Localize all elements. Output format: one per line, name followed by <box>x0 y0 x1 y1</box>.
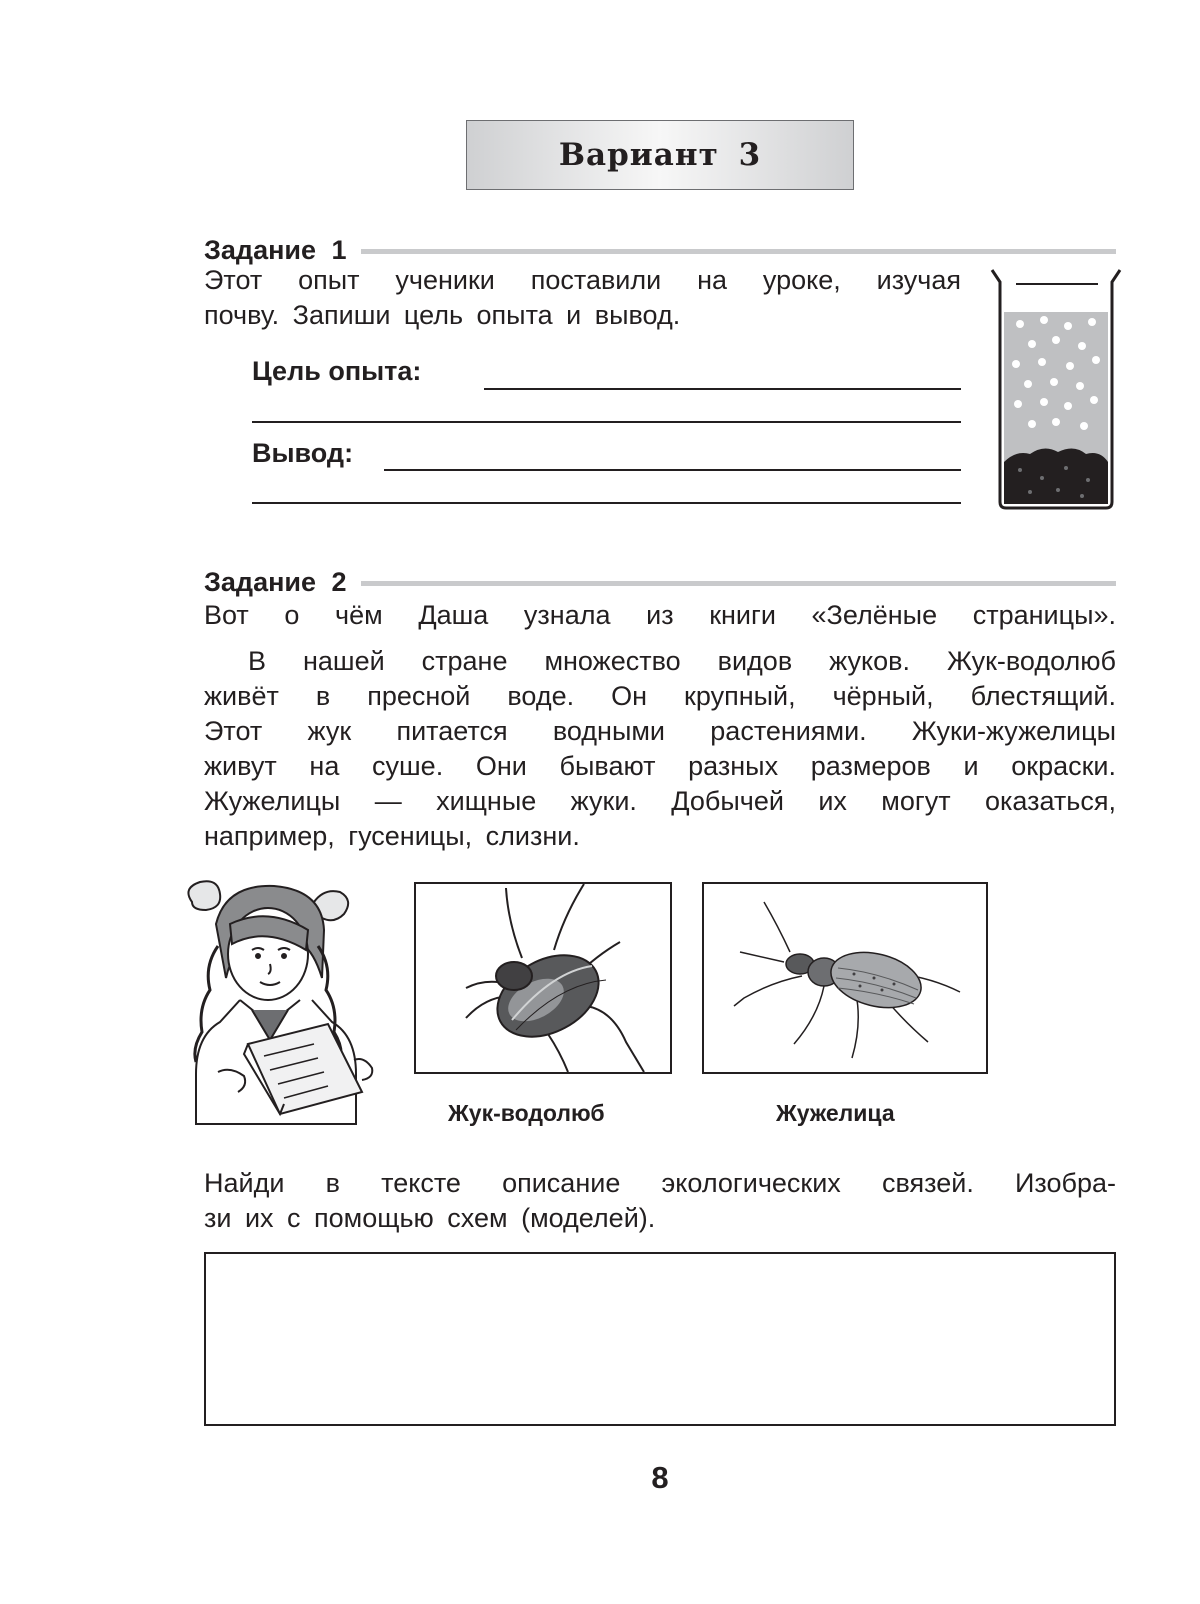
ground-beetle-caption: Жужелица <box>776 1100 895 1126</box>
goal-answer-line-1[interactable] <box>484 388 961 390</box>
answer-box[interactable] <box>204 1252 1116 1426</box>
story-line-2: живёт в пресной воде. Он крупный, чёрный, блестящий. <box>204 681 1116 711</box>
task-2-label: Задание 2 <box>204 566 347 597</box>
conclusion-answer-line-2[interactable] <box>252 502 961 504</box>
instruction-line-2: зи их с помощью схем (моделей). <box>204 1203 656 1233</box>
task-1-label: Задание 1 <box>204 234 347 265</box>
water-beetle-caption: Жук-водолюб <box>448 1100 605 1126</box>
task-2-rule <box>361 581 1116 586</box>
instruction-line-1: Найди в тексте описание экологических связей. Изобра- <box>204 1168 1116 1198</box>
ground-beetle-image <box>702 882 988 1074</box>
task-2-header <box>204 562 1116 602</box>
variant-title: Вариант 3 <box>558 137 762 173</box>
water-beetle-icon <box>416 884 670 1072</box>
beaker-with-soil-icon <box>986 266 1126 512</box>
ground-beetle-icon <box>704 884 986 1072</box>
girl-reading-book-icon <box>178 876 388 1136</box>
goal-label: Цель опыта: <box>252 356 422 386</box>
story-line-6: например, гусеницы, слизни. <box>204 821 580 851</box>
page-number: 8 <box>651 1460 669 1495</box>
water-beetle-image <box>414 882 672 1074</box>
conclusion-answer-line-1[interactable] <box>384 469 961 471</box>
conclusion-label: Вывод: <box>252 438 354 468</box>
story-line-5: Жужелицы — хищные жуки. Добычей их могут оказаться, <box>204 786 1116 816</box>
story-line-1: В нашей стране множество видов жуков. Жук-водолюб <box>248 646 1116 676</box>
story-line-4: живут на суше. Они бывают разных размеров и окраски. <box>204 751 1116 781</box>
goal-answer-line-2[interactable] <box>252 421 961 423</box>
task-2-intro: Вот о чём Даша узнала из книги «Зелёные страницы». <box>204 600 1116 630</box>
task-1-rule <box>361 249 1116 254</box>
variant-header <box>466 120 854 190</box>
task-1-text-line-2: почву. Запиши цель опыта и вывод. <box>204 300 681 330</box>
story-line-3: Этот жук питается водными растениями. Жуки-жужелицы <box>204 716 1116 746</box>
task-1-text-line-1: Этот опыт ученики поставили на уроке, изучая <box>204 265 961 295</box>
